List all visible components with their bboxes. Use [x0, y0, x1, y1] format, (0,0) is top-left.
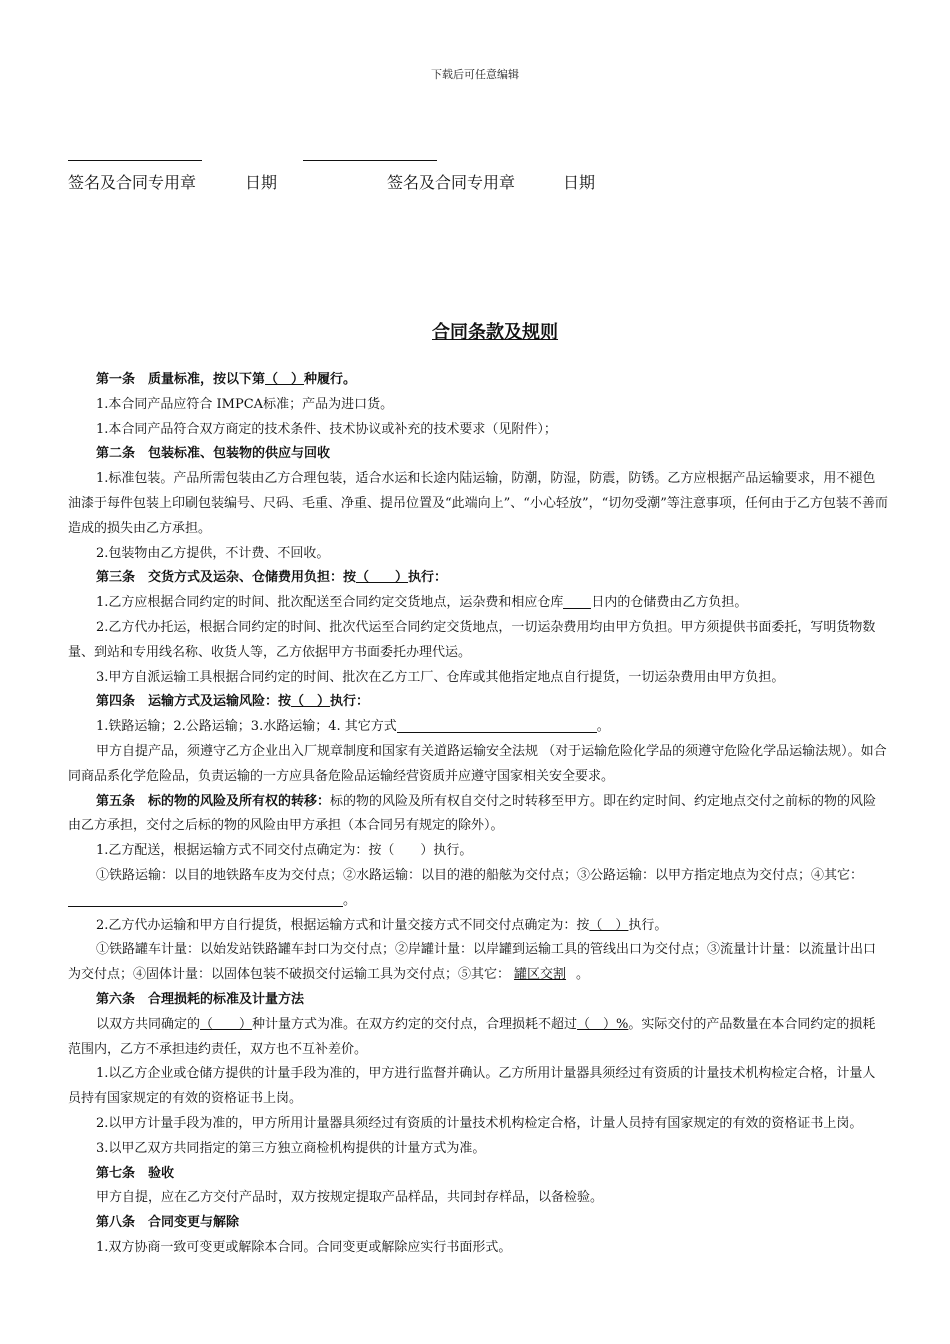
- article-3-item-3: 3.甲方自派运输工具根据合同约定的时间、批次在乙方工厂、仓库或其他指定地点自行提货，一切运杂费用由甲方负担。: [96, 669, 785, 685]
- article-3-item-1-a: 1.乙方应根据合同约定的时间、批次配送至合同约定交货地点，运杂费和相应仓库: [96, 595, 564, 611]
- article-6-text-c: 。实际交付的产品数量在本合同约定的损耗范围内，乙方不承担违约责任，双方也不互补差价。: [68, 1016, 876, 1057]
- article-4-heading: [68, 690, 888, 715]
- article-8-heading: 第八条 合同变更与解除: [96, 1215, 240, 1231]
- article-6-text-a: 以双方共同确定的: [96, 1016, 201, 1032]
- article-4-item-2: 甲方自提产品，须遵守乙方企业出入厂规章制度和国家有关道路运输安全法规 （对于运输危险化学品的须遵守危险化学品运输法规）。如合同商品系化学危险品，负责运输的一方应具备危险品运输经营资质并应遵守国家相关安全要求。: [68, 743, 887, 784]
- article-7-heading: 第七条 验收: [96, 1165, 175, 1181]
- article-6-blank-2: （ ）%: [577, 1016, 629, 1032]
- article-5-item-2-tail: 执行。: [628, 917, 668, 933]
- document-title: 合同条款及规则: [432, 322, 558, 343]
- article-3-blank: （ ）: [356, 570, 409, 586]
- article-3-item-2: 2.乙方代办托运，根据合同约定的时间、批次代运至合同约定交货地点，一切运杂费用均由甲方负担。甲方须提供书面委托，写明货物数量、到站和专用线名称、收货人等，乙方依据甲方书面委托办理代运。: [68, 619, 876, 660]
- article-5-item-2-detail: [68, 938, 888, 988]
- article-5-item-2-blank: （ ）: [589, 917, 629, 933]
- contract-body: [68, 368, 888, 1261]
- article-1-head-tail: 种履行。: [304, 372, 357, 387]
- article-5-item-2: [68, 914, 888, 939]
- article-3-heading: [68, 566, 888, 591]
- other-delivery-blank: [68, 892, 343, 907]
- article-1-heading: [68, 368, 888, 393]
- signature-date-left: 日期: [245, 173, 278, 192]
- article-1-head-text: 第一条 质量标准，按以下第: [96, 372, 266, 387]
- storage-days-blank: [563, 594, 591, 609]
- article-1-item-1: 1.本合同产品应符合 IMPCA标准；产品为进口货。: [96, 396, 394, 412]
- article-6-text: [68, 1013, 888, 1063]
- article-3-item-1-b: 日内的仓储费由乙方负担。: [591, 595, 748, 611]
- article-4-blank: （ ）: [291, 694, 331, 710]
- article-6-heading: 第六条 合理损耗的标准及计量方法: [96, 991, 305, 1007]
- signature-label-left: 签名及合同专用章: [68, 173, 197, 192]
- article-5-item-2-end: 。: [576, 967, 590, 983]
- article-5-item-2-detail-text: ①铁路罐车计量：以始发站铁路罐车封口为交付点；②岸罐计量：以岸罐到运输工具的管线出口为交付点；③流量计计量：以流量计出口为交付点；④固体计量：以固体包装不破损交付运输工具为交付点；⑤其它：: [68, 942, 877, 983]
- article-5-heading: 第五条 标的物的风险及所有权的转移：: [96, 793, 331, 809]
- article-8-item-1: 1.双方协商一致可变更或解除本合同。合同变更或解除应实行书面形式。: [96, 1239, 512, 1255]
- article-4-item-1: [68, 715, 888, 740]
- signature-line-left: [68, 160, 202, 161]
- article-5-item-1-end: 。: [343, 892, 357, 908]
- article-4-head-tail: 执行：: [330, 694, 370, 710]
- article-7-text: 甲方自提，应在乙方交付产品时，双方按规定提取产品样品，共同封存样品，以备检验。: [96, 1190, 604, 1206]
- article-6-text-b: 种计量方式为准。在双方约定的交付点，合理损耗不超过: [252, 1016, 578, 1032]
- article-5-item-1: 1.乙方配送，根据运输方式不同交付点确定为：按（ ）执行。: [96, 843, 473, 859]
- article-6-item-3: 3.以甲乙双方共同指定的第三方独立商检机构提供的计量方式为准。: [96, 1140, 486, 1156]
- article-5-text: 标的物的风险及所有权自交付之时转移至甲方。即在约定时间、约定地点交付之前标的物的风险由乙方承担，交付之后标的物的风险由甲方承担（本合同另有规定的除外）。: [68, 793, 877, 834]
- article-5-other-value: 罐区交割: [514, 967, 567, 983]
- signature-date-right: 日期: [563, 173, 596, 192]
- article-6-item-1: 1.以乙方企业或仓储方提供的计量手段为准的，甲方进行监督并确认。乙方所用计量器具须经过有资质的计量技术机构检定合格，计量人员持有国家规定的有效的资格证书上岗。: [68, 1066, 876, 1107]
- article-6-item-2: 2.以甲方计量手段为准的，甲方所用计量器具须经过有资质的计量技术机构检定合格，计量人员持有国家规定的有效的资格证书上岗。: [96, 1115, 863, 1131]
- signature-label-right: 签名及合同专用章: [387, 173, 516, 192]
- article-6-blank-1: （ ）: [200, 1016, 253, 1032]
- article-5-item-2-text: 2.乙方代办运输和甲方自行提货，根据运输方式和计量交接方式不同交付点确定为：按: [96, 917, 590, 933]
- article-2-heading: 第二条 包装标准、包装物的供应与回收: [96, 446, 331, 462]
- header-note: 下载后可任意编辑: [431, 68, 519, 81]
- article-1-item-2: 1.本合同产品符合双方商定的技术条件、技术协议或补充的技术要求（见附件）；: [96, 421, 557, 437]
- article-2-item-2: 2.包装物由乙方提供，不计费、不回收。: [96, 545, 330, 561]
- other-method-blank: [397, 718, 597, 733]
- article-5-item-1-detail-text: ①铁路运输：以目的地铁路车皮为交付点；②水路运输：以目的港的船舷为交付点；③公路运输：以甲方指定地点为交付点；④其它：: [96, 867, 864, 883]
- signature-line-right: [303, 160, 437, 161]
- article-4-item-1-end: 。: [596, 719, 610, 735]
- article-2-item-1: 1.标准包装。产品所需包装由乙方合理包装，适合水运和长途内陆运输，防潮，防湿，防震，防锈。乙方应根据产品运输要求，用不褪色油漆于每件包装上印刷包装编号、尺码、毛重、净重、提吊位置及“此端向上”、“小心轻放”，“切勿受潮”等注意事项，任何由于乙方包装不善而造成的损失由乙方承担。: [68, 471, 888, 536]
- article-3-item-1: [68, 591, 888, 616]
- article-5-item-1-detail: [68, 864, 888, 914]
- article-1-blank: （ ）: [265, 372, 305, 387]
- article-4-item-1-text: 1.铁路运输；2.公路运输；3.水路运输；4. 其它方式: [96, 719, 397, 735]
- article-3-head-text: 第三条 交货方式及运杂、仓储费用负担：按: [96, 570, 357, 586]
- article-5-paragraph: [68, 790, 888, 840]
- article-4-head-text: 第四条 运输方式及运输风险：按: [96, 694, 292, 710]
- article-3-head-tail: 执行：: [408, 570, 448, 586]
